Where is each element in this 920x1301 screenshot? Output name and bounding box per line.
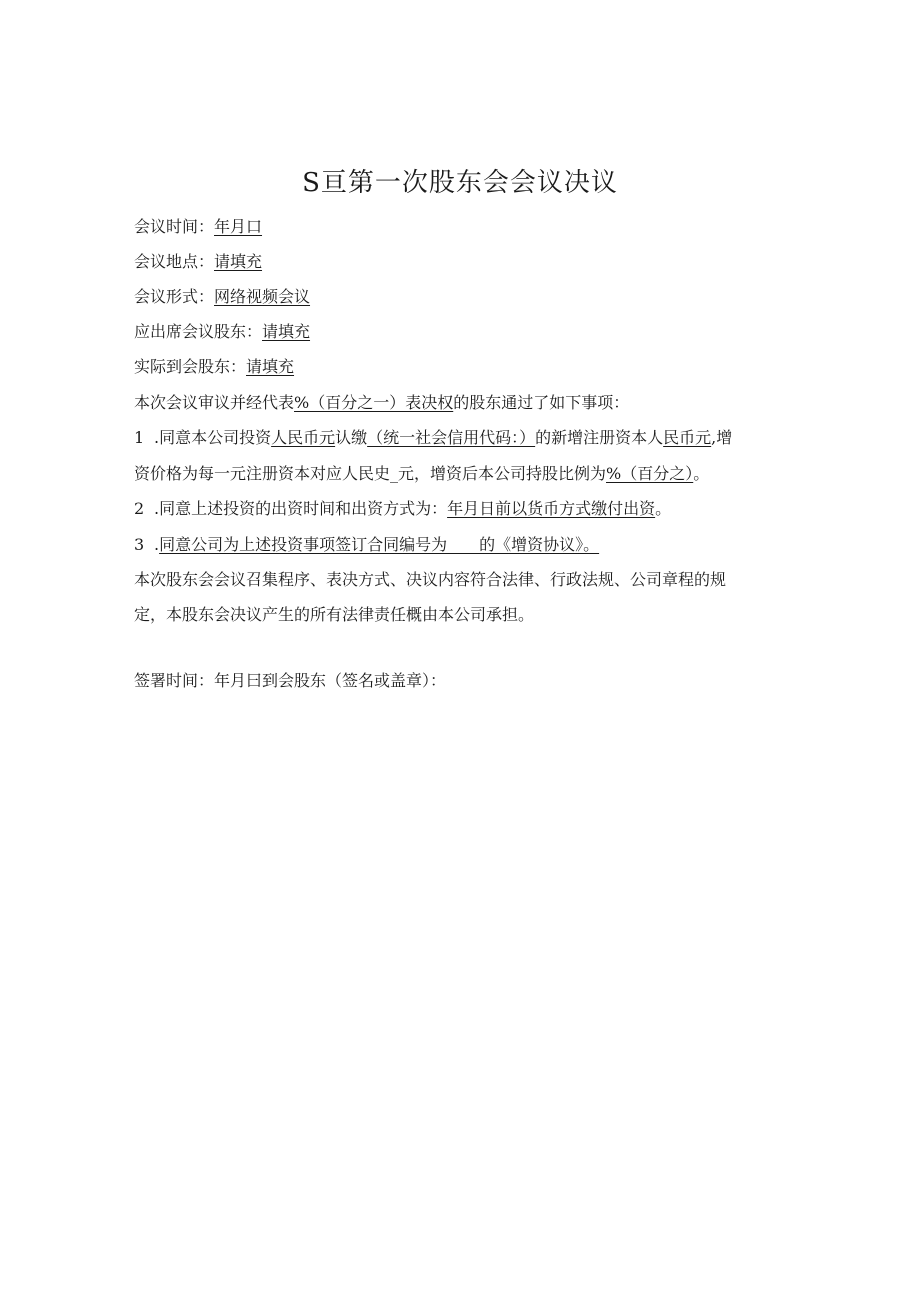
approval-line bbox=[134, 392, 629, 414]
item-1-text-d: ,增 bbox=[711, 428, 733, 447]
item-1-line-2 bbox=[134, 463, 709, 485]
item-3-agreement: 同意公司为上述投资事项签订合同编号为 的《增资协议》。 bbox=[159, 535, 600, 554]
item-1-text-c: 的新增注册资本人 bbox=[535, 428, 664, 447]
approval-prefix: 本次会议审议并经代表 bbox=[134, 393, 295, 412]
item-2-end: 。 bbox=[655, 499, 672, 518]
item-1-price-text: 资价格为每一元注册资本对应人民史_元，增资后本公司持股比例为 bbox=[134, 464, 607, 483]
expected-shareholders-line bbox=[134, 321, 310, 343]
item-1-ratio: %（百分之） bbox=[606, 464, 694, 483]
item-1-credit-code: （统一社会信用代码：） bbox=[367, 428, 536, 447]
closing-line-1: 本次股东会会议召集程序、表决方式、决议内容符合法律、行政法规、公司章程的规 bbox=[134, 570, 727, 589]
item-2-text: .同意上述投资的出资时间和出资方式为： bbox=[154, 499, 448, 518]
item-1-number: 1 bbox=[134, 428, 145, 447]
closing-line-2: 定，本股东会决议产生的所有法律责任概由本公司承担。 bbox=[134, 605, 535, 624]
item-1-currency: 民币元 bbox=[663, 428, 712, 447]
item-1-text-a: .同意本公司投资 bbox=[154, 428, 272, 447]
meeting-form-label: 会议形式： bbox=[134, 287, 215, 306]
signature-line: 签署时间：年月曰到会股东（签名或盖章）： bbox=[134, 671, 447, 690]
actual-shareholders-value: 请填充 bbox=[246, 357, 295, 376]
actual-shareholders-line bbox=[134, 356, 294, 378]
approval-suffix: 的股东通过了如下事项： bbox=[453, 393, 630, 412]
item-2-line bbox=[134, 498, 671, 520]
approval-percent: %（百分之一）表决权 bbox=[294, 393, 454, 412]
meeting-form-line bbox=[134, 286, 310, 308]
meeting-time-value: 年月口 bbox=[214, 217, 263, 236]
item-2-payment: 年月日前以货币方式缴付出资 bbox=[447, 499, 656, 518]
meeting-place-line bbox=[134, 251, 262, 273]
item-2-number: 2 bbox=[134, 499, 145, 518]
meeting-place-value: 请填充 bbox=[214, 252, 263, 271]
item-3-number: 3 bbox=[134, 535, 145, 554]
meeting-time-line bbox=[134, 216, 262, 238]
actual-shareholders-label: 实际到会股东： bbox=[134, 357, 247, 376]
expected-shareholders-label: 应出席会议股东： bbox=[134, 322, 263, 341]
item-1-text-b: 认缴 bbox=[335, 428, 368, 447]
item-3-line bbox=[134, 534, 599, 556]
item-3-dot: . bbox=[154, 535, 160, 554]
document-title: S亘第一次股东会会议决议 bbox=[302, 168, 618, 198]
item-1-end: 。 bbox=[693, 464, 710, 483]
item-1-amount: 人民币元 bbox=[271, 428, 336, 447]
item-1-line-1 bbox=[134, 427, 732, 449]
meeting-place-label: 会议地点： bbox=[134, 252, 215, 271]
expected-shareholders-value: 请填充 bbox=[262, 322, 311, 341]
meeting-time-label: 会议时间： bbox=[134, 217, 215, 236]
meeting-form-value: 网络视频会议 bbox=[214, 287, 311, 306]
